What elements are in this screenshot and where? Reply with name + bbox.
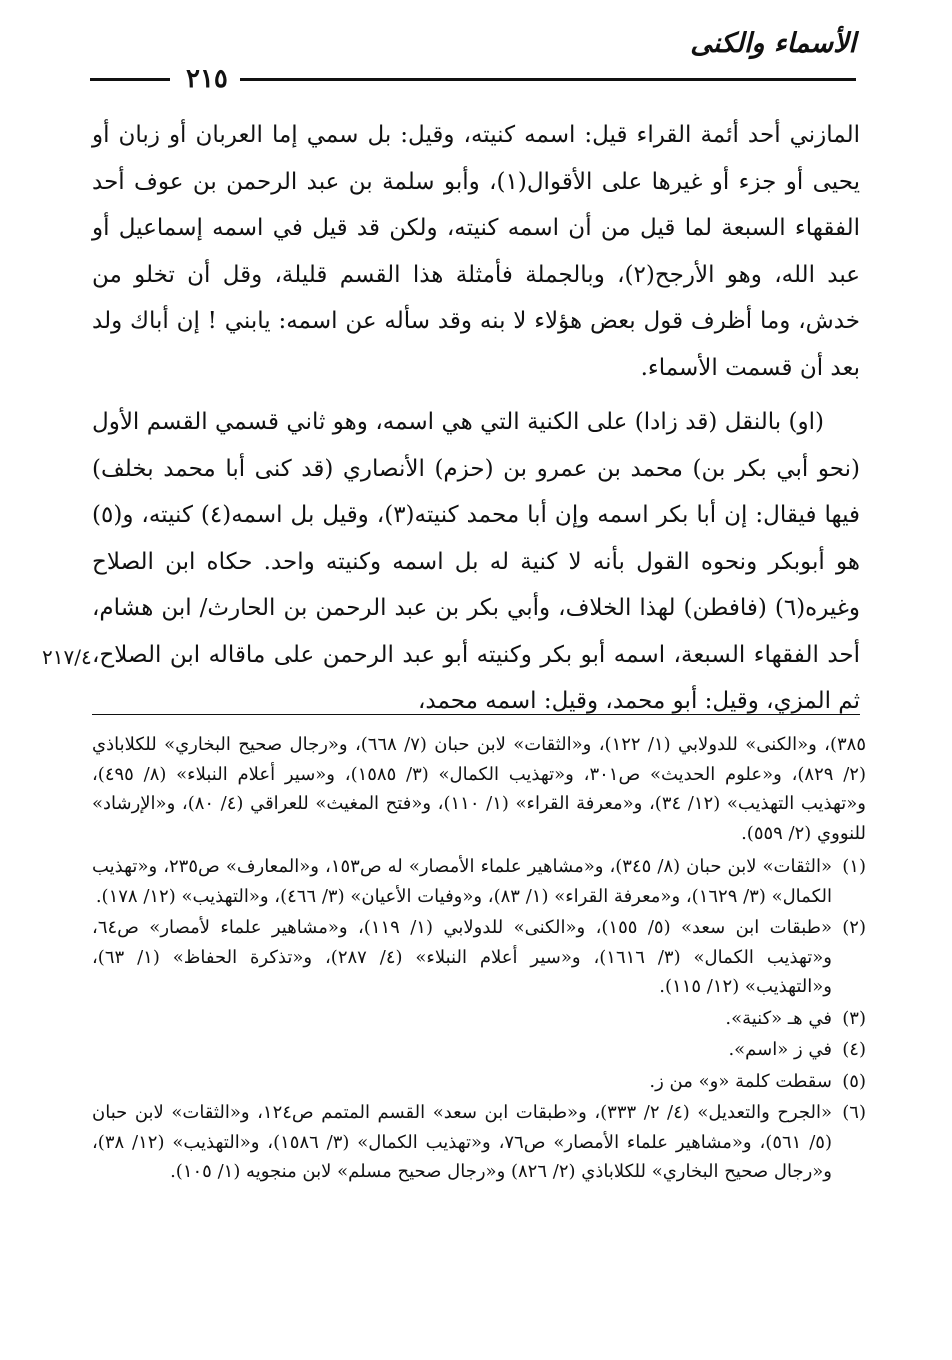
running-title: الأسماء والكنى bbox=[690, 28, 856, 59]
footnote bbox=[92, 1004, 866, 1034]
footnote-number: (٣) bbox=[842, 1007, 866, 1029]
page-header bbox=[90, 18, 856, 94]
footnote bbox=[92, 852, 866, 911]
footnote-text: «الجرح والتعديل» (٤/ ٢/ ٣٣٣)، و«طبقات ابن سعد» القسم المتمم ص١٢٤، و«الثقات» لابن حبان (٥/ ٥٦١)، و«مشاهير علماء الأمصار» ص٧٦، و«تهذيب الكمال» (٣/ ١٥٨٦)، و«التهذيب» (١٢/ ٣٨)، و«رجال صحيح البخاري» للكلاباذي (٢/ ٨٢٦) و«رجال صحيح مسلم» لابن منجويه (١/ ١٠٥). bbox=[92, 1102, 833, 1182]
paragraph: المازني أحد أئمة القراء قيل: اسمه كنيته، وقيل: بل سمي إما العربان أو زبان أو يحيى أو جزء أو غيرها على الأقوال(١)، وأبو سلمة بن عبد الرحمن بن عوف أحد الفقهاء السبعة لما قيل من أن اسمه كنيته، ولكن قد قيل في اسمه إسماعيل أو عبد الله، وهو الأرجح(٢)، وبالجملة فأمثلة هذا القسم قليلة، وقل أن تخلو من خدش، وما أظرف قول بعض هؤلاء لا بنه وقد سأله عن اسمه: يابني ! إن أباك ولد بعد أن قسمت الأسماء. bbox=[92, 122, 860, 381]
footnote-separator bbox=[92, 714, 860, 715]
footnotes bbox=[92, 730, 866, 1187]
header-rule-left bbox=[90, 78, 170, 81]
footnote-text: «الثقات» لابن حبان (٨/ ٣٤٥)، و«مشاهير علماء الأمصار» له ص١٥٣، و«المعارف» ص٢٣٥، و«تهذيب الكمال» (٣/ ١٦٢٩)، و«معرفة القراء» (١/ ٨٣)، و«وفيات الأعيان» (٣/ ٤٦٦)، و«التهذيب» (١٢/ ١٧٨). bbox=[92, 856, 832, 907]
footnote-number: (٥) bbox=[842, 1070, 866, 1092]
footnote-text: سقطت كلمة «و» من ز. bbox=[649, 1070, 832, 1092]
footnote bbox=[92, 913, 866, 1002]
footnote-number: (٤) bbox=[842, 1039, 866, 1060]
footnote-text: في ز «اسم». bbox=[728, 1039, 832, 1060]
footnote-number: (١) bbox=[842, 856, 866, 877]
footnote bbox=[92, 1098, 866, 1187]
footnote-text: «طبقات ابن سعد» (٥/ ١٥٥)، و«الكنى» للدولابي (١/ ١١٩)، و«مشاهير علماء لأمصار» ص٦٤، و«تهذيب الكمال» (٣/ ١٦١٦)، و«سير أعلام النبلاء» (٤/ ٢٨٧)، و«تذكرة الحفاظ» (١/ ٦٣)، و«التهذيب» (١٢/ ١١٥). bbox=[92, 917, 832, 997]
header-rule-right bbox=[240, 78, 856, 81]
paragraph: (او) بالنقل (قد زادا) على الكنية التي هي اسمه، وهو ثاني قسمي القسم الأول (نحو أبي بكر بن) محمد بن عمرو بن (حزم) الأنصاري (قد كنى أبا محمد بخلف) فيها فيقال: إن أبا بكر اسمه وإن أبا محمد كنيته(٣)، وقيل بل اسمه(٤) كنيته، و(٥) هو أبوبكر ونحوه القول بأنه لا كنية له بل اسمه وكنيته واحد. حكاه ابن الصلاح وغيره(٦) (فافطن) لهذا الخلاف، وأبي بكر بن عبد الرحمن بن الحارث/ ابن هشام، أحد الفقهاء السبعة، اسمه أبو بكر وكنيته أبو عبد الرحمن على ماقاله ابن الصلاح، ثم المزي، وقيل: أبو محمد، وقيل: اسمه محمد، bbox=[92, 409, 861, 714]
footnote-number: (٦) bbox=[842, 1102, 866, 1123]
page-number: ٢١٥ bbox=[186, 64, 228, 94]
footnote-text: في هـ «كنية». bbox=[725, 1007, 832, 1029]
footnote-continuation: ٣٨٥)، و«الكنى» للدولابي (١/ ١٢٢)، و«الثقات» لابن حبان (٧/ ٦٦٨)، و«رجال صحيح البخاري» للكلاباذي (٢/ ٨٢٩)، و«علوم الحديث» ص٣٠١، و«تهذيب الكمال» (٣/ ١٥٨٥)، و«سير أعلام النبلاء» (٨/ ٤٩٥)، و«تهذيب التهذيب» (١٢/ ٣٤)، و«معرفة القراء» (١/ ١١٠)، و«فتح المغيث» للعراقي (٤/ ٨٠)، و«الإرشاد» للنووي (٢/ ٥٥٩). bbox=[92, 734, 867, 844]
marginal-reference: ٢١٧/٤ bbox=[42, 645, 92, 669]
footnote-number: (٢) bbox=[842, 917, 866, 938]
footnote bbox=[92, 1067, 866, 1097]
footnote bbox=[92, 1035, 866, 1065]
main-text bbox=[92, 112, 860, 725]
